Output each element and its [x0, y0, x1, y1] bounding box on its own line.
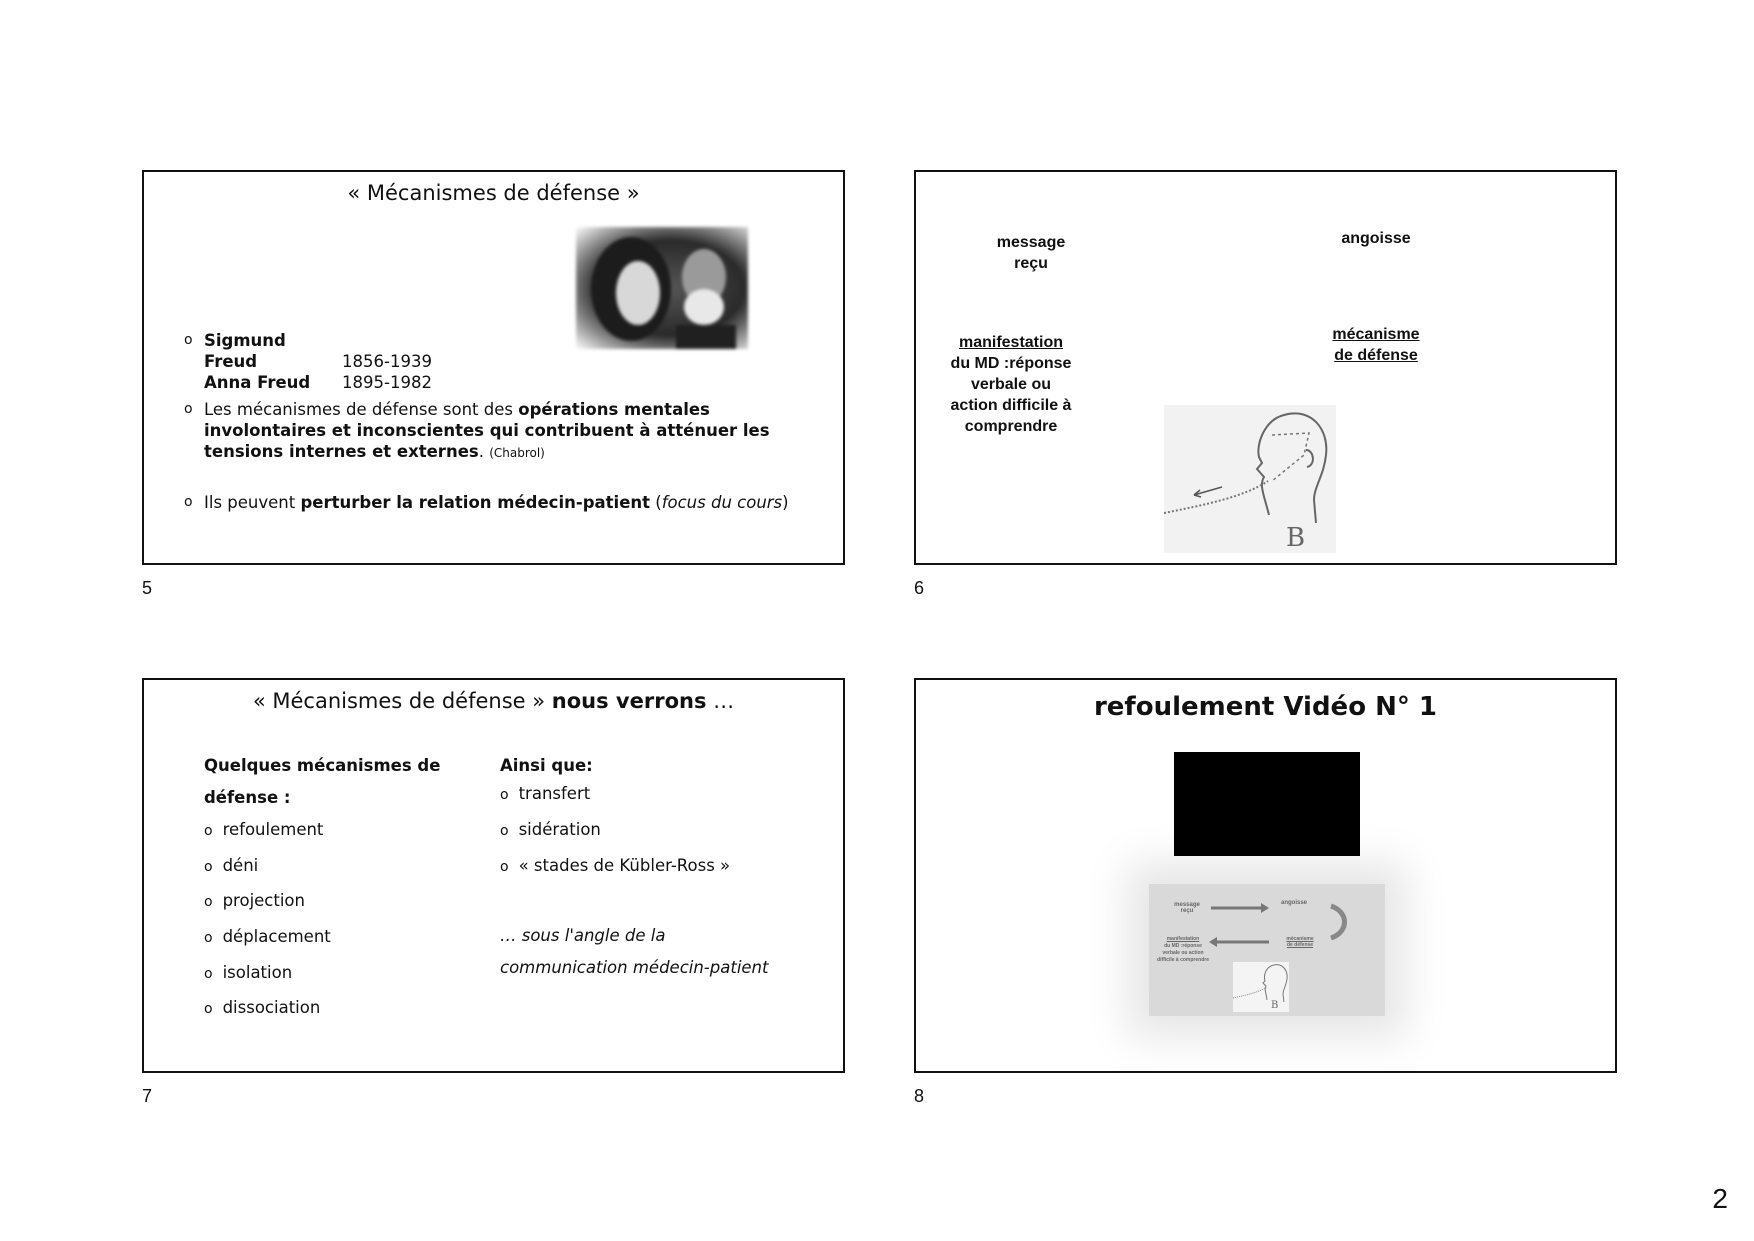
message-line: message [996, 234, 1066, 251]
portrait-photo-icon [576, 227, 748, 349]
title-bold: nous verrons [551, 689, 707, 713]
slide-number: 7 [142, 1086, 153, 1106]
slide-title: refoulement Vidéo N° 1 [1093, 692, 1438, 722]
figure-letter: B [1286, 523, 1306, 553]
relation-bold: perturber la relation médecin-patient [300, 493, 651, 512]
slide-6 [914, 170, 1617, 565]
relation-italic: focus du cours [661, 493, 783, 512]
list-item-label: déni [222, 856, 259, 875]
person-row [204, 372, 432, 393]
list-item-label: déplacement [222, 927, 331, 946]
list-item-label: isolation [222, 963, 293, 982]
right-heading: Ainsi que: [500, 756, 593, 775]
list-item [204, 820, 323, 839]
manifestation-line: verbale ou [970, 376, 1052, 393]
thumb-manifestation [1157, 936, 1209, 964]
thumb-angoisse: angoisse [1281, 900, 1308, 906]
head-profile-icon [1164, 405, 1336, 553]
bullet-marker: o [184, 332, 193, 348]
list-item [204, 963, 292, 982]
video-player-icon[interactable] [1174, 752, 1360, 856]
mecanisme-label [1316, 324, 1436, 366]
definition-text: Les mécanismes de défense sont des [204, 400, 519, 419]
relation-text: Ils peuvent [204, 493, 301, 512]
definition-end: . [478, 442, 484, 461]
slide-number: 6 [914, 578, 925, 598]
bullet-marker: o [500, 787, 509, 803]
bullet-marker: o [500, 859, 509, 875]
list-item-label: dissociation [222, 998, 321, 1017]
angle-footnote [500, 920, 768, 984]
manifestation-line: comprendre [964, 418, 1058, 435]
person-years: 1856-1939 [342, 352, 432, 371]
person-row [204, 330, 432, 372]
slide-5 [142, 170, 845, 565]
right-column [500, 750, 820, 1050]
manifestation-title: manifestation [958, 334, 1063, 351]
thumb-message: message reçu [1174, 902, 1200, 914]
bullet-marker: o [204, 930, 213, 946]
bullet-marker: o [204, 859, 213, 875]
manifestation-label [936, 332, 1086, 437]
person-years: 1895-1982 [342, 373, 432, 392]
list-item-label: « stades de Kübler-Ross » [518, 856, 731, 875]
bullet-marker: o [204, 966, 213, 982]
bullet-marker: o [204, 823, 213, 839]
slide-7 [142, 678, 845, 1073]
left-heading-line: Quelques mécanismes de [204, 756, 441, 775]
bullet-marker: o [204, 894, 213, 910]
title-ellipsis: … [706, 689, 735, 713]
thumb-letter: B [1271, 1000, 1279, 1011]
slide-number: 5 [142, 578, 153, 598]
list-item [204, 856, 258, 875]
thumb-manifestation-title: manifestation [1166, 936, 1200, 942]
bullet-marker: o [184, 494, 193, 510]
list-item-label: transfert [518, 784, 591, 803]
thumb-manifestation-text: du MD :réponse verbale ou action difficile à comprendre [1157, 943, 1209, 963]
relation-paren-close: ) [782, 493, 789, 512]
list-item [204, 927, 331, 946]
message-line: reçu [1014, 255, 1048, 272]
thumb-mecanisme: mécanisme de défense [1286, 936, 1314, 948]
slide-number: 8 [914, 1086, 925, 1106]
list-item [500, 856, 730, 875]
bullet-marker: o [500, 823, 509, 839]
manifestation-line: action difficile à [950, 397, 1072, 414]
source-citation: (Chabrol) [489, 446, 545, 460]
footnote-line: communication médecin-patient [500, 958, 769, 977]
diagram-thumbnail [1149, 884, 1385, 1016]
page-number: 2 [1712, 1183, 1728, 1214]
slide-title [144, 689, 843, 713]
list-item [500, 784, 590, 803]
definition-bold: opérations mentales involontaires et inconscientes qui contribuent à atténuer les tensions internes et externes [204, 400, 770, 461]
title-text: « Mécanismes de défense » [252, 689, 552, 713]
bullet-marker: o [184, 401, 193, 417]
list-item [204, 891, 305, 910]
person-name: Sigmund Freud [204, 331, 286, 371]
left-heading [204, 750, 440, 814]
thumb-head-icon [1233, 962, 1289, 1012]
list-item [500, 820, 601, 839]
footnote-line: … sous l'angle de la [500, 926, 666, 945]
left-heading-line: défense : [204, 788, 291, 807]
person-name: Anna Freud [204, 373, 311, 392]
list-item [204, 998, 320, 1017]
bullet-marker: o [204, 1001, 213, 1017]
angoisse-label: angoisse [1341, 230, 1411, 247]
manifestation-line: du MD :réponse [950, 355, 1072, 372]
mecanisme-line: mécanisme [1332, 326, 1420, 343]
list-item-label: projection [222, 891, 305, 910]
left-column [204, 750, 464, 1050]
mecanisme-line: de défense [1334, 347, 1418, 364]
list-item-label: sidération [518, 820, 601, 839]
message-label [976, 232, 1086, 274]
slide-title: « Mécanismes de défense » [347, 181, 640, 205]
list-item-label: refoulement [222, 820, 324, 839]
relation-paren: ( [650, 493, 662, 512]
slide-8 [914, 678, 1617, 1073]
